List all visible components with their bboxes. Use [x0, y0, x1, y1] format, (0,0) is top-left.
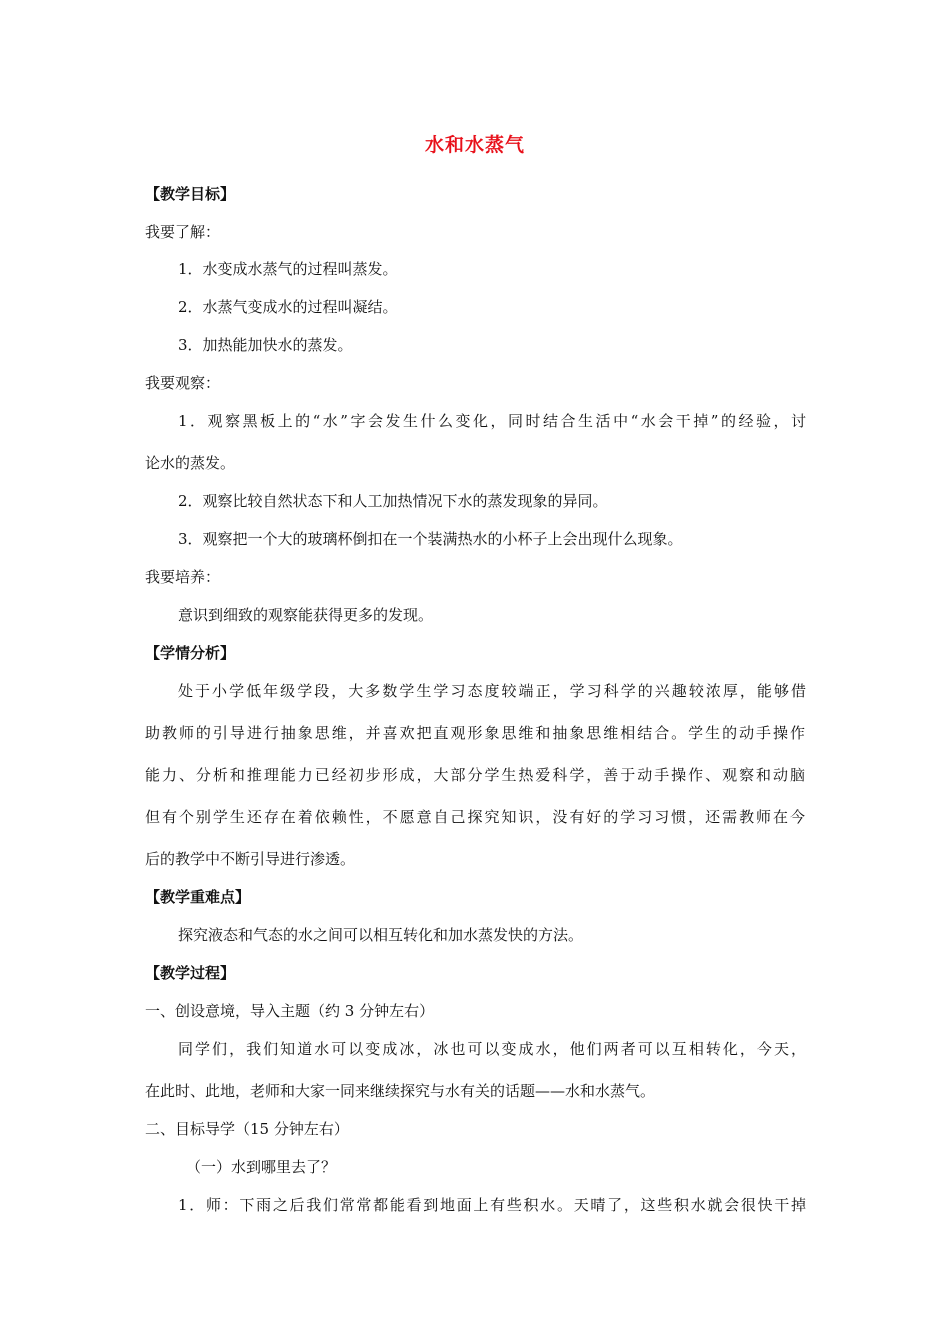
section-heading-process: 【教学过程】 [145, 964, 236, 982]
observe-item-3: 3．观察把一个大的玻璃杯倒扣在一个装满热水的小杯子上会出现什么现象。 [178, 530, 683, 548]
analysis-line-2: 助教师的引导进行抽象思维，并喜欢把直观形象思维和抽象思维相结合。学生的动手操作 [145, 724, 805, 742]
observe-item-1-line-1: 1．观察黑板上的“水”字会发生什么变化，同时结合生活中“水会干掉”的经验，讨 [178, 412, 806, 430]
know-item-1: 1．水变成水蒸气的过程叫蒸发。 [178, 260, 398, 278]
section-heading-goals: 【教学目标】 [145, 185, 236, 203]
analysis-line-4: 但有个别学生还存在着依赖性，不愿意自己探究知识，没有好的学习习惯，还需教师在今 [145, 808, 805, 826]
analysis-line-5: 后的教学中不断引导进行渗透。 [145, 850, 356, 868]
subheading-observe: 我要观察： [145, 374, 221, 392]
observe-item-2: 2．观察比较自然状态下和人工加热情况下水的蒸发现象的异同。 [178, 492, 608, 510]
process-step-1-text-line-1: 同学们，我们知道水可以变成冰，冰也可以变成水，他们两者可以互相转化，今天， [178, 1040, 806, 1058]
process-step-1: 一、创设意境，导入主题（约 3 分钟左右） [145, 1002, 435, 1020]
section-heading-key: 【教学重难点】 [145, 888, 251, 906]
process-step-2: 二、目标导学（15 分钟左右） [145, 1120, 349, 1138]
section-heading-analysis: 【学情分析】 [145, 644, 236, 662]
document-title: 水和水蒸气 [424, 134, 525, 156]
process-step-1-text-line-2: 在此时、此地，老师和大家一同来继续探究与水有关的话题——水和水蒸气。 [145, 1082, 656, 1100]
subheading-know: 我要了解： [145, 223, 221, 241]
analysis-line-1: 处于小学低年级学段，大多数学生学习态度较端正，学习科学的兴趣较浓厚，能够借 [178, 682, 806, 700]
know-item-3: 3．加热能加快水的蒸发。 [178, 336, 353, 354]
cultivate-text: 意识到细致的观察能获得更多的发现。 [178, 606, 434, 624]
analysis-line-3: 能力、分析和推理能力已经初步形成，大部分学生热爱科学，善于动手操作、观察和动脑 [145, 766, 805, 784]
process-step-2-item-1: 1．师：下雨之后我们常常都能看到地面上有些积水。天晴了，这些积水就会很快干掉 [178, 1196, 806, 1214]
key-text: 探究液态和气态的水之间可以相互转化和加水蒸发快的方法。 [178, 926, 584, 944]
process-step-2-subheading: （一）水到哪里去了？ [186, 1158, 337, 1176]
subheading-cultivate: 我要培养： [145, 568, 221, 586]
observe-item-1-line-2: 论水的蒸发。 [145, 454, 236, 472]
know-item-2: 2．水蒸气变成水的过程叫凝结。 [178, 298, 398, 316]
